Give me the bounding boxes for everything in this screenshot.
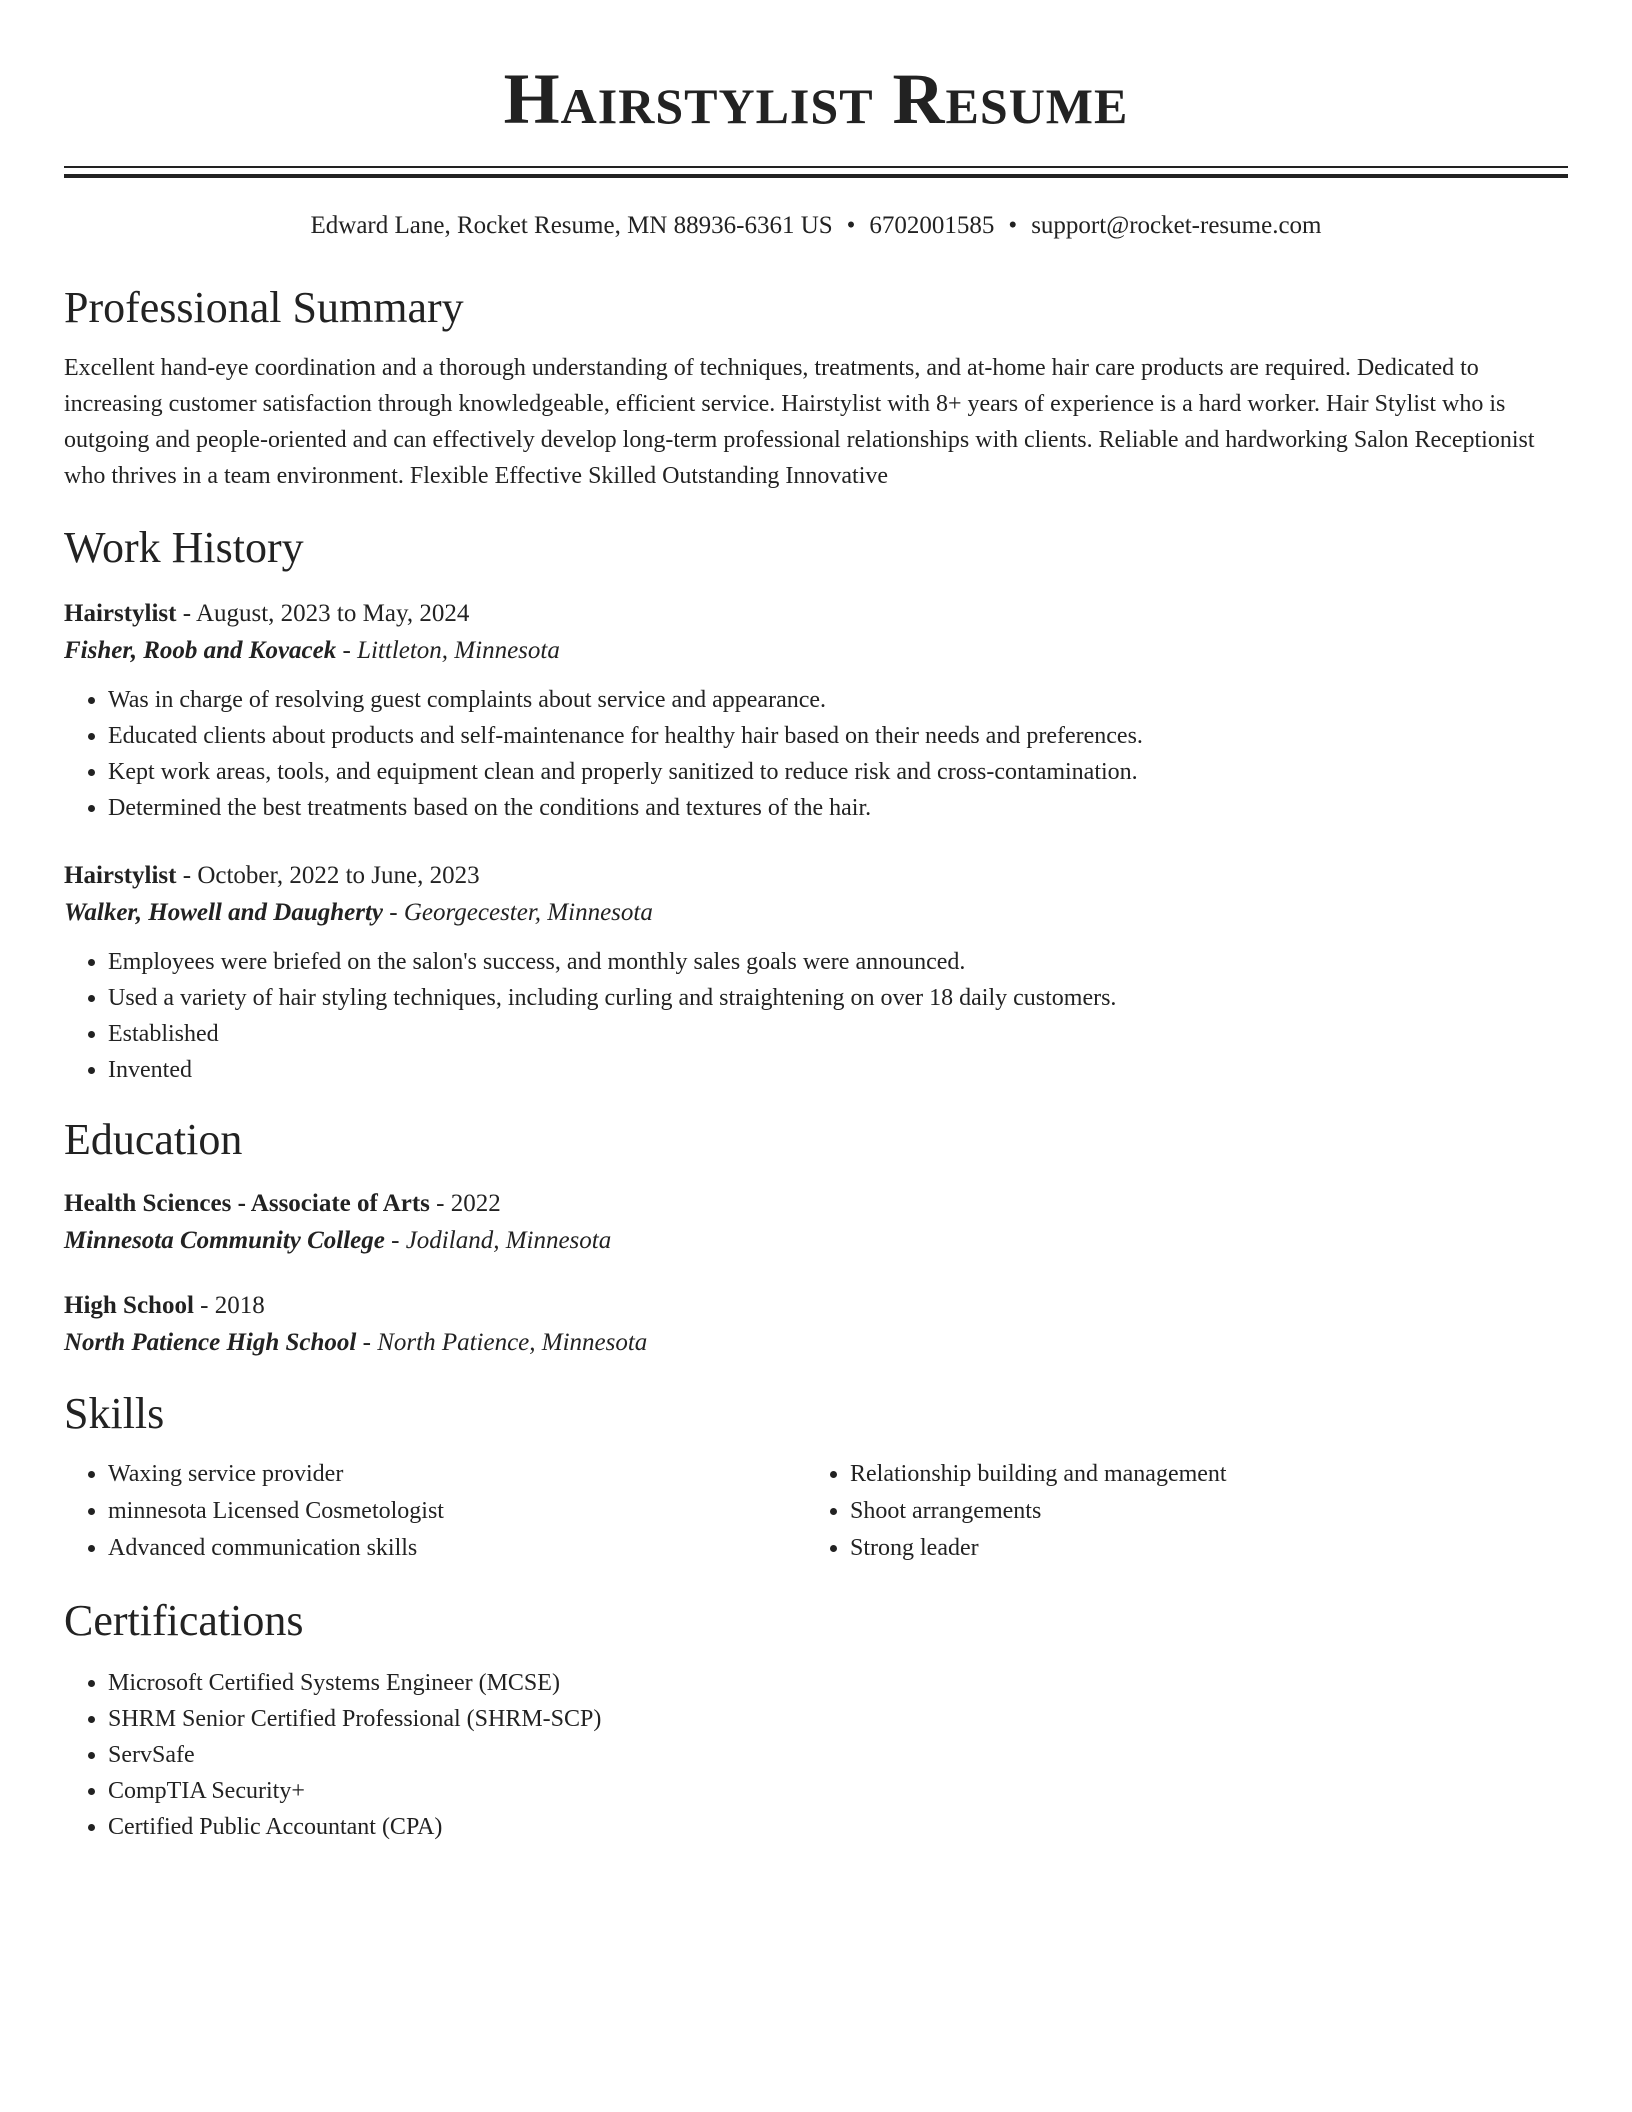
- education-entry: [64, 1186, 1568, 1260]
- degree-line: [64, 1186, 1568, 1222]
- skills-grid: [64, 1456, 1568, 1567]
- list-item: • Advanced communication skills: [108, 1530, 806, 1567]
- skills-list-left: [64, 1456, 806, 1567]
- title-divider-thick: [64, 174, 1568, 178]
- list-item: • Educated clients about products and self-maintenance for healthy hair based on their needs and preferences.: [108, 718, 1568, 754]
- list-item: • ServSafe: [108, 1737, 1568, 1773]
- contact-separator: •: [846, 212, 856, 239]
- list-item: • Shoot arrangements: [850, 1493, 1548, 1530]
- degree-name: Health Sciences - Associate of Arts: [64, 1190, 430, 1217]
- school-location: - Jodiland, Minnesota: [384, 1227, 612, 1254]
- list-item: • Determined the best treatments based on the conditions and textures of the hair.: [108, 790, 1568, 826]
- work-history-heading: Work History: [64, 523, 304, 572]
- contact-email: support@rocket-resume.com: [1031, 212, 1322, 239]
- school-line: [64, 1324, 1568, 1362]
- job-dates: - August, 2023 to May, 2024: [176, 600, 470, 627]
- list-item: • Waxing service provider: [108, 1456, 806, 1493]
- job-company: Walker, Howell and Daugherty: [64, 899, 384, 926]
- skills-list-right: [806, 1456, 1548, 1567]
- skills-heading: Skills: [64, 1389, 165, 1438]
- title-divider-thin: [64, 166, 1568, 168]
- certifications-list: [64, 1665, 1568, 1845]
- job-company: Fisher, Roob and Kovacek: [64, 637, 337, 664]
- list-item: • Employees were briefed on the salon's success, and monthly sales goals were announced.: [108, 944, 1568, 980]
- list-item: • Was in charge of resolving guest complaints about service and appearance.: [108, 682, 1568, 718]
- job-title-line: [64, 858, 1568, 894]
- degree-year: - 2018: [193, 1292, 265, 1319]
- job-dates: - October, 2022 to June, 2023: [176, 862, 480, 889]
- contact-address: Edward Lane, Rocket Resume, MN 88936-6361 US: [310, 212, 833, 239]
- school-name: North Patience High School: [64, 1329, 357, 1356]
- contact-phone: 6702001585: [869, 212, 995, 239]
- list-item: • SHRM Senior Certified Professional (SHRM-SCP): [108, 1701, 1568, 1737]
- list-item: • Microsoft Certified Systems Engineer (MCSE): [108, 1665, 1568, 1701]
- list-item: • Relationship building and management: [850, 1456, 1548, 1493]
- summary-text: Excellent hand-eye coordination and a thorough understanding of techniques, treatments, and at-home hair care products are required. Dedicated to increasing customer satisfaction through knowledgeable, efficient service. Hairstylist with 8+ years of experience is a hard worker. Hair Stylist who is outgoing and people-oriented and can effectively develop long-term professional relationships with clients. Reliable and hardworking Salon Receptionist who thrives in a team environment. Flexible Effective Skilled Outstanding Innovative: [64, 355, 1535, 489]
- job-entry: [64, 858, 1568, 1088]
- school-name: Minnesota Community College: [64, 1227, 385, 1254]
- school-line: [64, 1222, 1568, 1260]
- degree-name: High School: [64, 1292, 194, 1319]
- contact-line: [64, 210, 1568, 242]
- job-title: Hairstylist: [64, 600, 177, 627]
- job-employer-line: [64, 632, 1568, 670]
- summary-heading: Professional Summary: [64, 283, 464, 332]
- certifications-heading: Certifications: [64, 1596, 304, 1645]
- job-duties-list: [64, 682, 1568, 826]
- list-item: • minnesota Licensed Cosmetologist: [108, 1493, 806, 1530]
- education-heading: Education: [64, 1115, 243, 1164]
- school-location: - North Patience, Minnesota: [356, 1329, 648, 1356]
- degree-year: - 2022: [429, 1190, 501, 1217]
- list-item: • Established: [108, 1016, 1568, 1052]
- job-entry: [64, 596, 1568, 826]
- list-item: • Kept work areas, tools, and equipment clean and properly sanitized to reduce risk and cross-contamination.: [108, 754, 1568, 790]
- contact-separator: •: [1008, 212, 1018, 239]
- list-item: • CompTIA Security+: [108, 1773, 1568, 1809]
- job-duties-list: [64, 944, 1568, 1088]
- list-item: • Certified Public Accountant (CPA): [108, 1809, 1568, 1845]
- job-employer-line: [64, 894, 1568, 932]
- list-item: • Invented: [108, 1052, 1568, 1088]
- education-entry: [64, 1288, 1568, 1362]
- job-location: - Georgecester, Minnesota: [383, 899, 653, 926]
- job-title-line: [64, 596, 1568, 632]
- resume-title: Hairstylist Resume: [503, 59, 1129, 139]
- job-location: - Littleton, Minnesota: [336, 637, 560, 664]
- list-item: • Used a variety of hair styling techniques, including curling and straightening on over 18 daily customers.: [108, 980, 1568, 1016]
- list-item: • Strong leader: [850, 1530, 1548, 1567]
- job-title: Hairstylist: [64, 862, 177, 889]
- degree-line: [64, 1288, 1568, 1324]
